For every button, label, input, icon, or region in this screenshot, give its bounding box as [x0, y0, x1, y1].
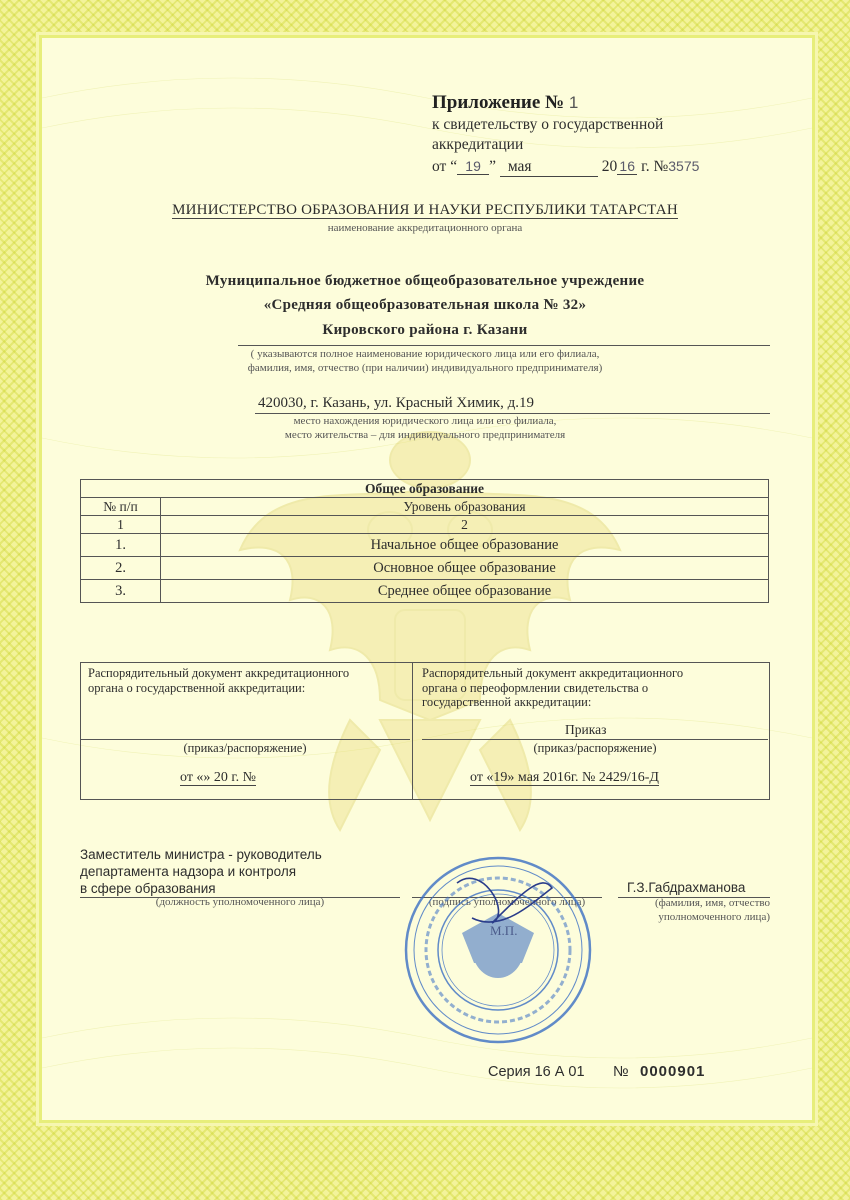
- signer-name: Г.З.Габдрахманова: [627, 880, 746, 895]
- authority-name: [0, 202, 850, 219]
- row-level: Начальное общее образование: [161, 534, 769, 557]
- appendix-subtitle-line1: к свидетельству о государственной: [432, 116, 664, 133]
- date-day: 19: [457, 158, 489, 175]
- organization-underline: [238, 345, 770, 346]
- right-doc-caption: (приказ/распоряжение): [533, 741, 657, 755]
- row-num: 1.: [81, 534, 161, 557]
- date-year-suffix: 16: [617, 158, 637, 175]
- left-doc-date-text: от «» 20 г. №: [180, 770, 256, 785]
- organization-caption2: фамилия, имя, отчество (при наличии) индивидуального предпринимателя): [247, 362, 603, 374]
- address-value: 420030, г. Казань, ул. Красный Химик, д.19: [258, 395, 534, 411]
- right-doc-type: Приказ: [565, 722, 607, 737]
- right-doc-line1: Распорядительный документ аккредитационного: [422, 666, 684, 680]
- signer-position-line1: Заместитель министра - руководитель: [80, 847, 322, 862]
- organization-caption1: ( указываются полное наименование юридического лица или его филиала,: [250, 348, 600, 360]
- row-level: Основное общее образование: [161, 557, 769, 580]
- table-row: [81, 557, 769, 580]
- right-doc-date: [470, 770, 659, 786]
- authority-caption: наименование аккредитационного органа: [327, 222, 523, 234]
- appendix-number: 1: [568, 93, 579, 112]
- table-row: [81, 580, 769, 603]
- organization-line3: Кировского района г. Казани: [322, 322, 528, 338]
- signer-position-line3: в сфере образования: [80, 881, 216, 896]
- signer-position-line2: департамента надзора и контроля: [80, 864, 297, 879]
- right-doc-underline: [422, 739, 768, 740]
- stamp-label: М.П.: [490, 923, 518, 938]
- left-doc-date: [180, 770, 256, 786]
- left-doc-underline: [80, 739, 410, 740]
- table-row: [81, 534, 769, 557]
- right-doc-date-text: от «19» мая 2016г. № 2429/16-Д: [470, 770, 659, 785]
- row-num: 3.: [81, 580, 161, 603]
- appendix-title-text: Приложение №: [432, 92, 565, 113]
- index-level: 2: [161, 516, 769, 534]
- table-title: Общее образование: [81, 480, 769, 498]
- date-month: мая: [500, 158, 598, 177]
- education-table: [80, 479, 769, 603]
- row-level: Среднее общее образование: [161, 580, 769, 603]
- name-caption1: (фамилия, имя, отчество: [654, 897, 770, 909]
- right-doc-line3: государственной аккредитации:: [422, 695, 592, 709]
- row-num: 2.: [81, 557, 161, 580]
- reg-label: г. №: [641, 158, 669, 175]
- date-year-prefix: 20: [601, 158, 618, 175]
- appendix-date: [432, 158, 699, 177]
- authority-name-text: МИНИСТЕРСТВО ОБРАЗОВАНИЯ И НАУКИ РЕСПУБЛИКИ ТАТАРСТАН: [172, 202, 678, 218]
- column-header-num: № п/п: [81, 498, 161, 516]
- right-doc-line2: органа о переоформлении свидетельства о: [422, 681, 649, 695]
- serial-number-label: №: [613, 1064, 629, 1080]
- address-caption1: место нахождения юридического лица или его филиала,: [293, 415, 557, 427]
- series-label: Серия 16 А 01: [488, 1064, 585, 1080]
- left-doc-line1: Распорядительный документ аккредитационного: [88, 666, 350, 680]
- official-seal-stamp: [402, 853, 594, 1047]
- left-doc-line2: органа о государственной аккредитации:: [88, 681, 306, 695]
- table-index-row: [81, 516, 769, 534]
- name-caption2: уполномоченного лица): [658, 911, 770, 923]
- date-day-close: ”: [489, 158, 496, 175]
- index-num: 1: [81, 516, 161, 534]
- appendix-title: [432, 92, 578, 114]
- address-caption2: место жительства – для индивидуального предпринимателя: [284, 429, 566, 441]
- address-underline: [255, 413, 770, 414]
- table-title-row: [81, 480, 769, 498]
- position-caption: (должность уполномоченного лица): [155, 896, 325, 908]
- organization-line1: Муниципальное бюджетное общеобразовательное учреждение: [205, 273, 645, 289]
- organization-line2: «Средняя общеобразовательная школа № 32»: [263, 297, 587, 313]
- reg-number: 3575: [668, 158, 700, 174]
- column-header-level: Уровень образования: [161, 498, 769, 516]
- appendix-subtitle-line2: аккредитации: [432, 136, 524, 153]
- table-header-row: [81, 498, 769, 516]
- left-doc-caption: (приказ/распоряжение): [183, 741, 307, 755]
- signature-caption: (подпись уполномоченного лица): [428, 896, 586, 908]
- documents-divider: [412, 663, 413, 799]
- serial-number: 0000901: [640, 1063, 706, 1080]
- date-prefix: от “: [432, 158, 458, 175]
